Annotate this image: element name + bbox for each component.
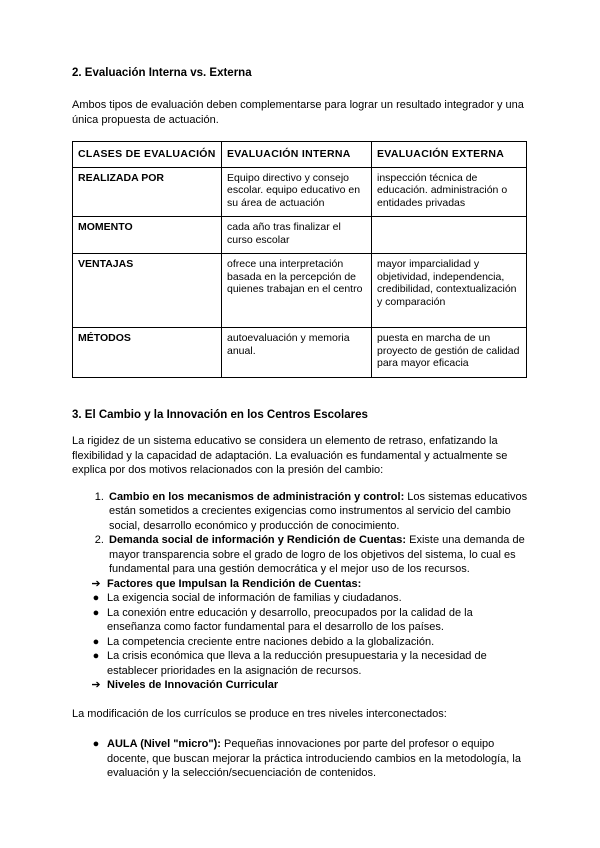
section-3-heading: 3. El Cambio y la Innovación en los Centros Escolares [72, 409, 368, 421]
niveles-heading: Niveles de Innovación Curricular [107, 679, 279, 691]
row-header-cell: MOMENTO [73, 217, 222, 254]
table-row [73, 217, 527, 254]
bullet-icon: ● [92, 738, 100, 750]
table-cell: ofrece una interpretación basada en la percepción de quienes trabajan en el centro [222, 254, 372, 328]
arrow-icon: ➔ [91, 679, 101, 691]
bullet-icon: ● [92, 606, 100, 619]
table-header-cell: EVALUACIÓN INTERNA [222, 142, 372, 168]
table-cell: autoevaluación y memoria anual. [222, 328, 372, 378]
motives-list [72, 490, 528, 577]
table-cell: inspección técnica de educación. administración o entidades privadas [372, 167, 527, 217]
list-item-text: La conexión entre educación y desarrollo, preocupados por la calidad de la enseñanza como factor fundamental para el desarrollo de los países. [107, 606, 473, 633]
list-item [89, 577, 528, 592]
list-item [89, 635, 528, 650]
table-header-cell: EVALUACIÓN EXTERNA [372, 142, 527, 168]
table-cell: cada año tras finalizar el curso escolar [222, 217, 372, 254]
list-item [107, 533, 528, 577]
list-item [89, 591, 528, 606]
document-content [72, 66, 528, 781]
table-cell: Equipo directivo y consejo escolar. equipo educativo en su área de actuación [222, 167, 372, 217]
table-cell: mayor imparcialidad y objetividad, independencia, credibilidad, contextualización y comparación [372, 254, 527, 328]
list-item-text: Pequeñas innovaciones por parte del profesor o equipo docente, que buscan mejorar la práctica introduciendo cambios en la metodología, la evaluación y la selección/secuenciación de contenidos. [107, 738, 521, 779]
factores-heading: Factores que Impulsan la Rendición de Cuentas: [107, 577, 362, 590]
section-3-intro: La rigidez de un sistema educativo se considera un elemento de retraso, enfatizando la flexibilidad y la capacidad de adaptación. La evaluación es fundamental y actualmente se explica por dos motivos relacionados con la presión del cambio: [72, 435, 508, 476]
list-item [89, 606, 528, 635]
table-cell [372, 217, 527, 254]
list-item-title: AULA (Nivel "micro"): [107, 738, 221, 750]
table-header-row [73, 142, 527, 168]
niveles-intro: La modificación de los currículos se produce en tres niveles interconectados: [72, 707, 447, 720]
factors-list [72, 577, 528, 693]
bullet-icon: ● [92, 592, 100, 604]
list-item-text: Los sistemas educativos están sometidos a crecientes exigencias como instrumentos al servicio del cambio social, desarrollo económico y producción de conocimiento. [109, 490, 528, 532]
section-2-intro: Ambos tipos de evaluación deben complementarse para lograr un resultado integrador y una única propuesta de actuación. [72, 99, 524, 126]
list-item [107, 490, 528, 534]
list-item-title: Demanda social de información y Rendición de Cuentas: [109, 534, 407, 546]
list-item [89, 649, 528, 678]
bullet-icon: ● [92, 650, 100, 662]
list-item [89, 678, 528, 693]
list-item-title: Cambio en los mecanismos de administración y control: [109, 490, 405, 503]
table-row [73, 167, 527, 217]
bullet-icon: ● [92, 635, 100, 648]
levels-list [72, 737, 528, 781]
row-header-cell: MÉTODOS [73, 328, 222, 378]
list-item [89, 737, 528, 781]
table-row [73, 328, 527, 378]
arrow-icon: ➔ [91, 577, 101, 590]
row-header-cell: REALIZADA POR [73, 167, 222, 217]
table-row [73, 254, 527, 328]
table-header-cell: CLASES DE EVALUACIÓN [73, 142, 222, 168]
list-item-text: La competencia creciente entre naciones debido a la globalización. [107, 635, 435, 648]
list-item-text: Existe una demanda de mayor transparencia sobre el grado de logro de los objetivos del sistema, lo cual es fundamental para una gestión democrática y el mejor uso de los recursos. [109, 534, 525, 575]
list-item-text: La crisis económica que lleva a la reducción presupuestaria y la necesidad de establecer prioridades en la asignación de recursos. [107, 650, 487, 677]
section-2-heading: 2. Evaluación Interna vs. Externa [72, 67, 252, 79]
evaluation-comparison-table [72, 141, 527, 378]
row-header-cell: VENTAJAS [73, 254, 222, 328]
list-item-text: La exigencia social de información de familias y ciudadanos. [107, 592, 402, 604]
table-cell: puesta en marcha de un proyecto de gestión de calidad para mayor eficacia [372, 328, 527, 378]
